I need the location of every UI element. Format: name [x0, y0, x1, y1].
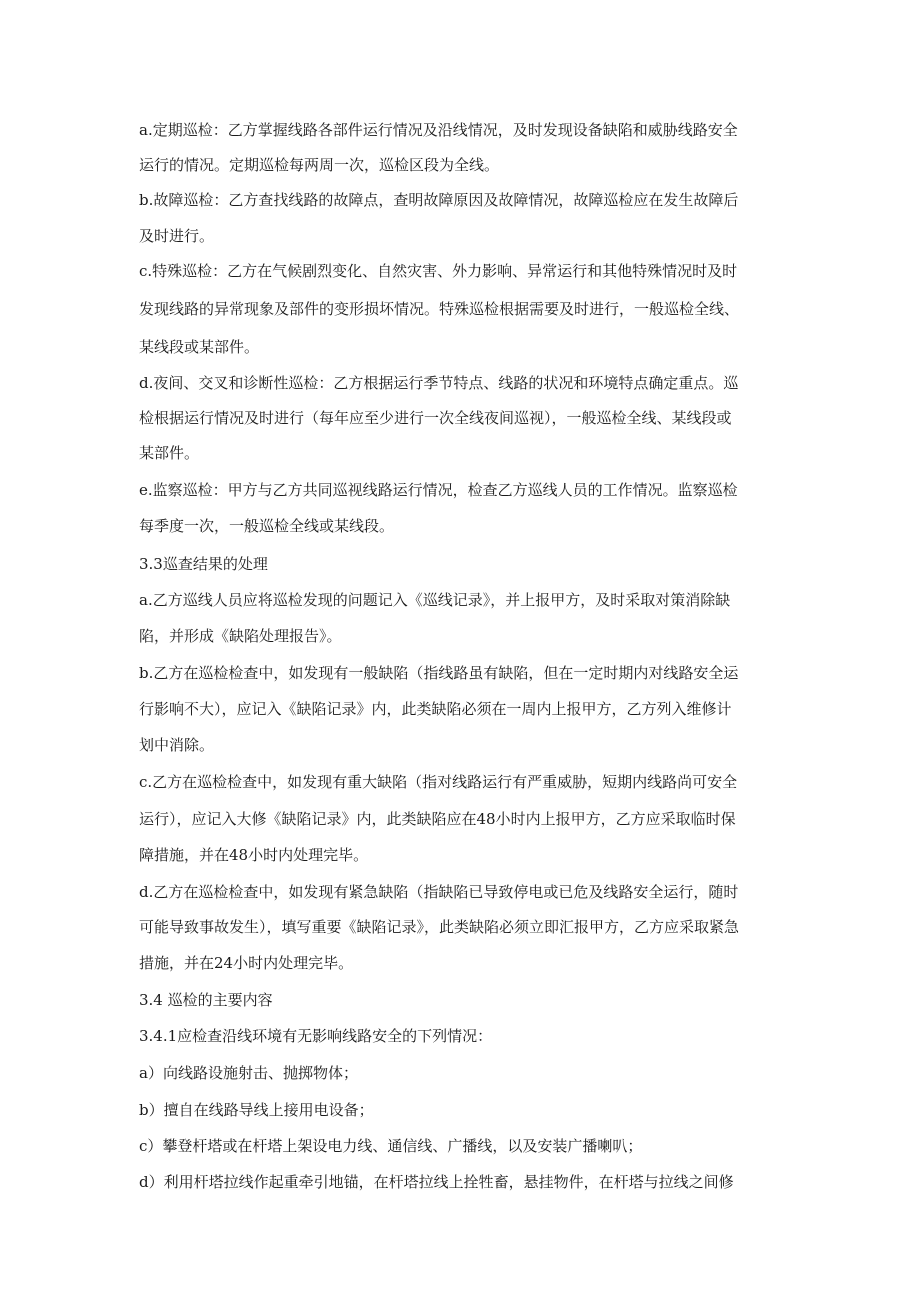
list-item: a）向线路设施射击、抛掷物体；	[139, 1064, 358, 1082]
text-line: 障措施，并在48小时内处理完毕。	[139, 846, 369, 864]
text-line: 每季度一次，一般巡检全线或某线段。	[139, 517, 395, 535]
text-line: 运行），应记入大修《缺陷记录》内，此类缺陷应在48小时内上报甲方，乙方应采取临时保	[139, 810, 736, 828]
text-line: 某线段或某部件。	[139, 338, 260, 356]
text-line: a.定期巡检：乙方掌握线路各部件运行情况及沿线情况，及时发现设备缺陷和威胁线路安全	[139, 121, 738, 139]
text-line: 陷，并形成《缺陷处理报告》。	[139, 627, 342, 645]
subsection-heading: 3.4.1应检查沿线环境有无影响线路安全的下列情况：	[139, 1027, 493, 1045]
text-line: 划中消除。	[139, 736, 215, 754]
list-item: d）利用杆塔拉线作起重牵引地锚，在杆塔拉线上拴牲畜，悬挂物件，在杆塔与拉线之间修	[139, 1173, 734, 1191]
text-line: e.监察巡检：甲方与乙方共同巡视线路运行情况，检查乙方巡线人员的工作情况。监察巡检	[139, 481, 738, 499]
text-line: 及时进行。	[139, 227, 215, 245]
text-line: 行影响不大），应记入《缺陷记录》内，此类缺陷必须在一周内上报甲方，乙方列入维修计	[139, 700, 732, 718]
text-line: 检根据运行情况及时进行（每年应至少进行一次全线夜间巡视），一般巡检全线、某线段或	[139, 409, 732, 427]
list-item: b）擅自在线路导线上接用电设备；	[139, 1101, 374, 1119]
text-line: c.乙方在巡检检查中，如发现有重大缺陷（指对线路运行有严重威胁，短期内线路尚可安全	[139, 773, 738, 791]
text-line: 运行的情况。定期巡检每两周一次，巡检区段为全线。	[139, 156, 500, 174]
text-line: 发现线路的异常现象及部件的变形损坏情况。特殊巡检根据需要及时进行，一般巡检全线、	[139, 300, 740, 318]
text-line: b.乙方在巡检检查中，如发现有一般缺陷（指线路虽有缺陷，但在一定时期内对线路安全运	[139, 664, 739, 682]
section-heading: 3.3巡查结果的处理	[139, 555, 268, 573]
text-line: a.乙方巡线人员应将巡检发现的问题记入《巡线记录》，并上报甲方，及时采取对策消除缺	[139, 591, 731, 609]
text-line: 可能导致事故发生），填写重要《缺陷记录》，此类缺陷必须立即汇报甲方，乙方应采取紧急	[139, 918, 740, 936]
text-line: 某部件。	[139, 444, 200, 462]
text-line: d.乙方在巡检检查中，如发现有紧急缺陷（指缺陷已导致停电或已危及线路安全运行，随时	[139, 883, 739, 901]
list-item: c）攀登杆塔或在杆塔上架设电力线、通信线、广播线，以及安装广播喇叭；	[139, 1137, 643, 1155]
text-line: b.故障巡检：乙方查找线路的故障点，查明故障原因及故障情况，故障巡检应在发生故障后	[139, 191, 739, 209]
text-line: d.夜间、交叉和诊断性巡检：乙方根据运行季节特点、线路的状况和环境特点确定重点。巡	[139, 374, 739, 392]
section-heading: 3.4 巡检的主要内容	[139, 991, 273, 1009]
text-line: c.特殊巡检：乙方在气候剧烈变化、自然灾害、外力影响、异常运行和其他特殊情况时及时	[139, 262, 738, 280]
text-line: 措施，并在24小时内处理完毕。	[139, 954, 354, 972]
